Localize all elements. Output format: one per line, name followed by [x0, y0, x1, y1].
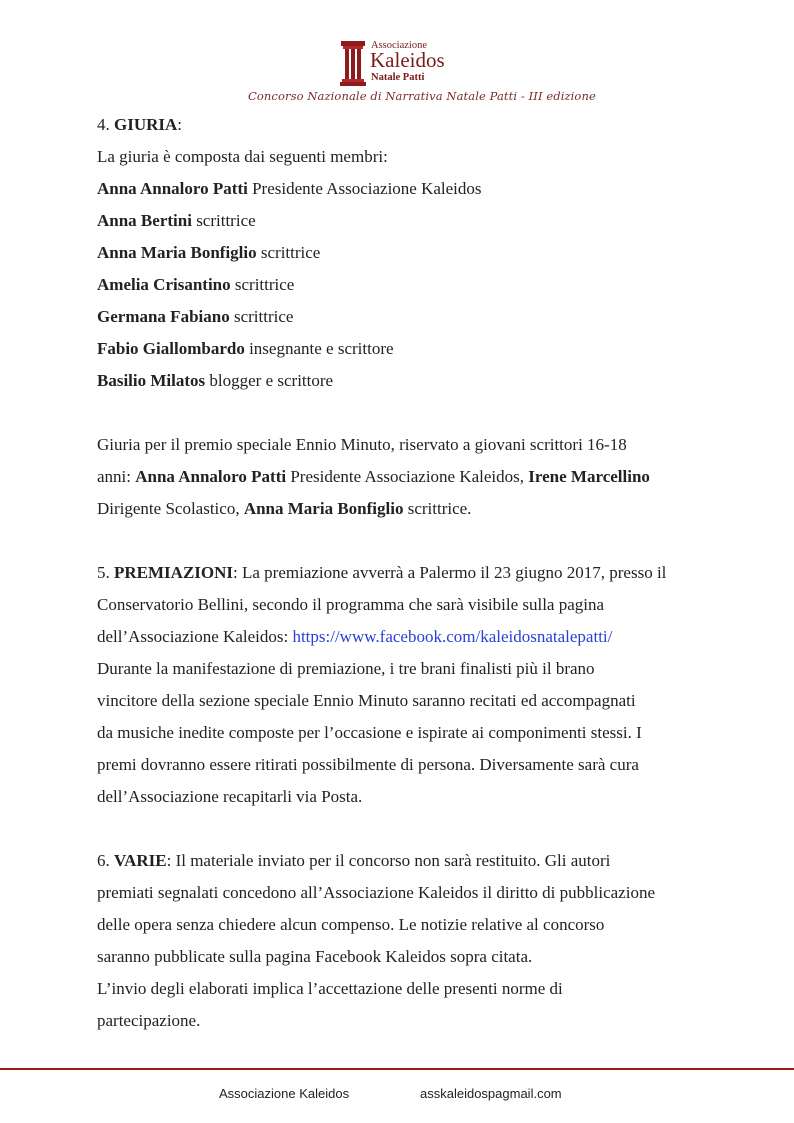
jury-member	[97, 365, 737, 397]
paragraph-line: L’invio degli elaborati implica l’accettazione delle presenti norme di	[97, 979, 563, 998]
paragraph-text: : Il materiale inviato per il concorso non sarà restituito. Gli autori	[166, 851, 611, 870]
paragraph-line: da musiche inedite composte per l’occasione e ispirate ai componimenti stessi. I	[97, 723, 642, 742]
section-number: 6.	[97, 851, 114, 870]
spacer	[97, 813, 737, 845]
spacer	[97, 525, 737, 557]
member-role: scrittrice	[191, 211, 256, 230]
section-title: GIURIA	[114, 115, 178, 134]
member-role: scrittrice	[256, 243, 321, 262]
logo-association-text: Associazione	[371, 40, 427, 51]
jury-member	[97, 269, 737, 301]
special-member-role: Dirigente Scolastico,	[97, 499, 244, 518]
facebook-link[interactable]: https://www.facebook.com/kaleidosnatalepatti/	[292, 627, 613, 646]
special-jury-line-1: Giuria per il premio speciale Ennio Minuto, riservato a giovani scrittori 16-18	[97, 435, 627, 454]
jury-member	[97, 333, 737, 365]
section-title: PREMIAZIONI	[114, 563, 234, 582]
paragraph-line: dell’Associazione recapitarli via Posta.	[97, 787, 363, 806]
member-name: Basilio Milatos	[97, 371, 206, 390]
special-member-role: scrittrice.	[403, 499, 472, 518]
document-body	[97, 109, 737, 1037]
special-member-role: Presidente Associazione Kaleidos,	[286, 467, 529, 486]
section-4-heading	[97, 109, 737, 141]
special-member-name: Anna Annaloro Patti	[135, 467, 287, 486]
paragraph-line: saranno pubblicate sulla pagina Facebook Kaleidos sopra citata.	[97, 947, 533, 966]
paragraph-line: premi dovranno essere ritirati possibilmente di persona. Diversamente sarà cura	[97, 755, 639, 774]
member-role: scrittrice	[229, 307, 294, 326]
member-role: Presidente Associazione Kaleidos	[247, 179, 482, 198]
special-prefix: anni:	[97, 467, 136, 486]
paragraph-line	[97, 621, 737, 653]
member-role: blogger e scrittore	[205, 371, 334, 390]
footer-email: asskaleidospagmail.com	[420, 1086, 562, 1101]
logo-founder-text: Natale Patti	[371, 72, 425, 83]
column-logo-icon	[340, 40, 366, 86]
spacer	[97, 397, 737, 429]
jury-intro: La giuria è composta dai seguenti membri:	[97, 147, 388, 166]
heading-suffix: :	[177, 115, 183, 134]
member-name: Amelia Crisantino	[97, 275, 231, 294]
paragraph-line: delle opera senza chiedere alcun compenso. Le notizie relative al concorso	[97, 915, 605, 934]
member-name: Anna Maria Bonfiglio	[97, 243, 257, 262]
paragraph-line: vincitore della sezione speciale Ennio Minuto saranno recitati ed accompagnati	[97, 691, 636, 710]
jury-member	[97, 205, 737, 237]
special-member-name: Anna Maria Bonfiglio	[243, 499, 404, 518]
member-name: Germana Fabiano	[97, 307, 230, 326]
contest-subtitle: Concorso Nazionale di Narrativa Natale Patti - III edizione	[248, 89, 596, 103]
paragraph-line: partecipazione.	[97, 1011, 201, 1030]
member-name: Anna Annaloro Patti	[97, 179, 248, 198]
member-name: Anna Bertini	[97, 211, 192, 230]
section-title: VARIE	[114, 851, 167, 870]
section-number: 4.	[97, 115, 114, 134]
jury-member	[97, 173, 737, 205]
special-jury-line-3	[97, 493, 737, 525]
section-6-heading	[97, 845, 737, 877]
footer-divider	[0, 1068, 794, 1070]
special-member-name: Irene Marcellino	[528, 467, 650, 486]
logo-name-text: Kaleidos	[370, 48, 445, 72]
paragraph-line: Conservatorio Bellini, secondo il programma che sarà visibile sulla pagina	[97, 595, 605, 614]
special-jury-line-2	[97, 461, 737, 493]
member-name: Fabio Giallombardo	[97, 339, 245, 358]
section-number: 5.	[97, 563, 114, 582]
paragraph-line: Durante la manifestazione di premiazione, i tre brani finalisti più il brano	[97, 659, 595, 678]
paragraph-text: dell’Associazione Kaleidos:	[97, 627, 293, 646]
paragraph-text: : La premiazione avverrà a Palermo il 23 giugno 2017, presso il	[233, 563, 667, 582]
member-role: scrittrice	[230, 275, 295, 294]
section-5-heading	[97, 557, 737, 589]
paragraph-line: premiati segnalati concedono all’Associazione Kaleidos il diritto di pubblicazione	[97, 883, 655, 902]
association-logo	[340, 40, 460, 86]
jury-member	[97, 301, 737, 333]
footer-association: Associazione Kaleidos	[219, 1086, 350, 1101]
member-role: insegnante e scrittore	[244, 339, 394, 358]
jury-member	[97, 237, 737, 269]
